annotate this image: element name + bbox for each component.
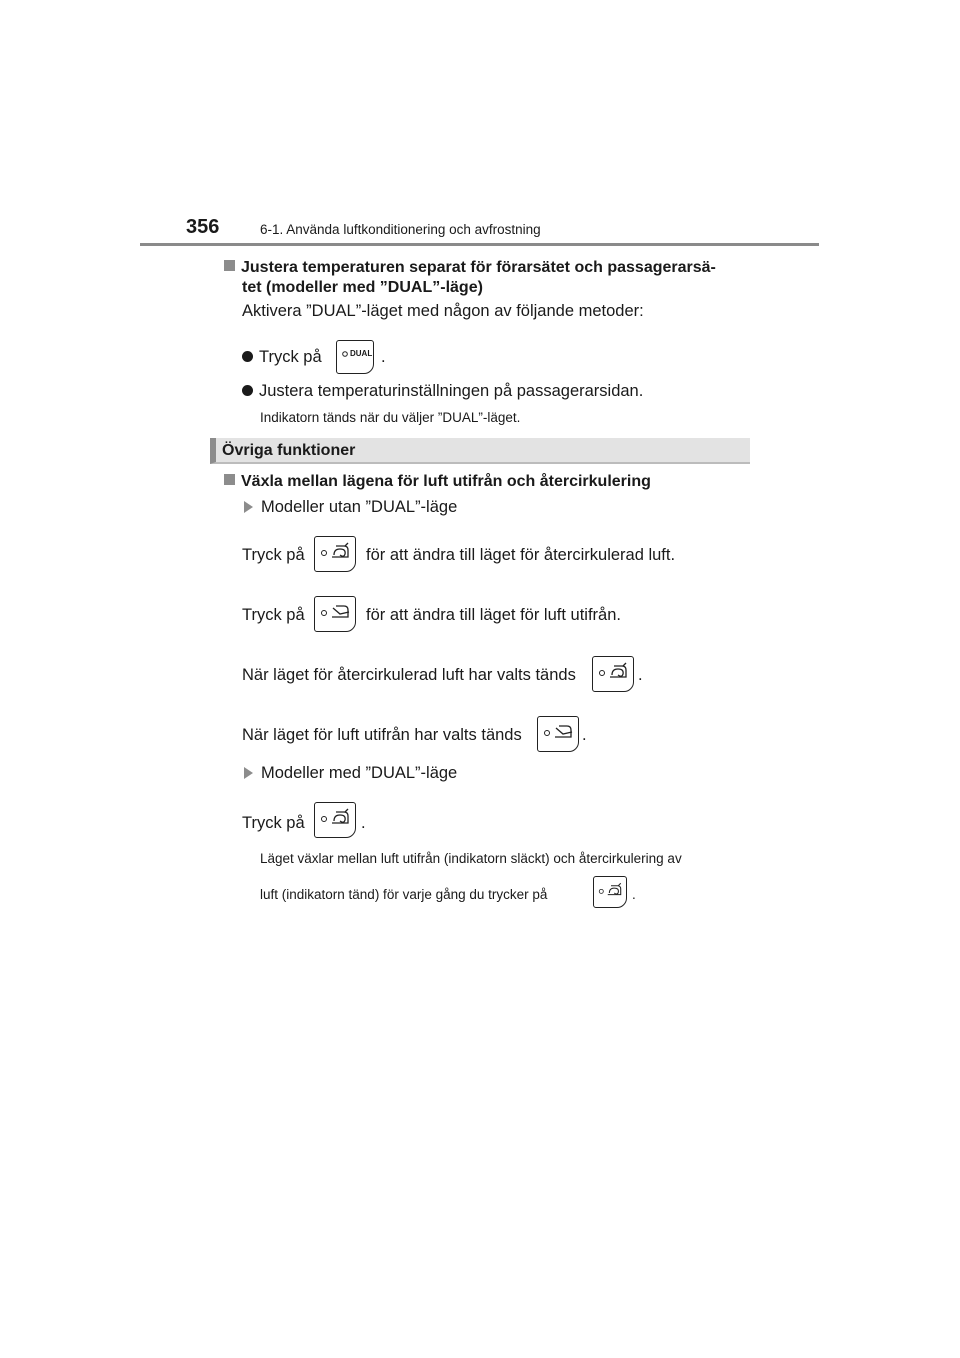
air-mode-heading-text: Växla mellan lägena för luft utifrån och återcirkulering <box>241 473 651 490</box>
section-header <box>210 438 750 464</box>
bullet-press-dual <box>242 348 322 367</box>
chapter-title: 6-1. Använda luftkonditionering och avfrostning <box>260 222 541 237</box>
fresh-lit-period: . <box>582 726 587 744</box>
toggle-note-line2: luft (indikatorn tänd) för varje gång du trycker på <box>260 887 548 902</box>
fresh-lit-text: När läget för luft utifrån har valts tänds <box>242 726 522 744</box>
bullet1-period: . <box>381 348 386 366</box>
recirculation-icon <box>594 877 628 909</box>
model-with-dual <box>244 764 457 783</box>
bullet-dot-icon <box>242 351 253 362</box>
page-number: 356 <box>186 216 220 238</box>
dual-note: Indikatorn tänds när du väljer ”DUAL”-läget. <box>260 410 521 425</box>
triangle-bullet-icon <box>244 767 253 779</box>
section-title: Övriga funktioner <box>222 442 356 459</box>
recirculation-icon <box>593 657 635 693</box>
square-bullet-icon <box>224 260 235 271</box>
fresh-text: för att ändra till läget för luft utifrån. <box>366 606 621 624</box>
air-mode-toggle-icon <box>593 876 627 908</box>
model-without-dual-text: Modeller utan ”DUAL”-läge <box>261 498 458 516</box>
model-with-dual-text: Modeller med ”DUAL”-läge <box>261 764 458 782</box>
press-recirc-prefix: Tryck på <box>242 546 305 564</box>
press-toggle-period: . <box>361 814 366 832</box>
dual-button-icon <box>337 341 375 375</box>
air-mode-toggle-button[interactable] <box>314 802 356 838</box>
recirculation-button[interactable] <box>314 536 356 572</box>
dual-heading-line1: Justera temperaturen separat för förarsätet och passagerarsä- <box>241 259 716 276</box>
bullet-dot-icon <box>242 385 253 396</box>
dual-intro: Aktivera ”DUAL”-läget med någon av följande metoder: <box>242 302 644 320</box>
bullet-passenger-temp <box>242 382 643 401</box>
dual-heading-line2: tet (modeller med ”DUAL”-läge) <box>242 279 483 296</box>
bullet1-text: Tryck på <box>259 348 322 366</box>
air-mode-heading <box>224 470 651 494</box>
bullet2-text: Justera temperaturinställningen på passagerarsidan. <box>259 382 644 400</box>
model-without-dual <box>244 498 457 517</box>
recirculation-icon <box>315 803 357 839</box>
recirc-lit-period: . <box>638 666 643 684</box>
press-toggle-prefix: Tryck på <box>242 814 305 832</box>
recirculation-icon <box>315 537 357 573</box>
square-bullet-icon <box>224 474 235 485</box>
fresh-air-button[interactable] <box>314 596 356 632</box>
triangle-bullet-icon <box>244 501 253 513</box>
fresh-air-icon <box>315 597 357 633</box>
press-fresh-prefix: Tryck på <box>242 606 305 624</box>
dual-button[interactable] <box>336 340 374 374</box>
header-divider <box>140 243 819 246</box>
fresh-air-indicator <box>537 716 579 752</box>
fresh-air-icon <box>538 717 580 753</box>
recirc-lit-text: När läget för återcirkulerad luft har valts tänds <box>242 666 576 684</box>
toggle-note-line1: Läget växlar mellan luft utifrån (indikatorn släckt) och återcirkulering av <box>260 851 682 866</box>
recirc-text: för att ändra till läget för återcirkulerad luft. <box>366 546 676 564</box>
toggle-note-period: . <box>632 887 636 902</box>
dual-button-label: DUAL <box>350 349 373 358</box>
recirculation-indicator <box>592 656 634 692</box>
